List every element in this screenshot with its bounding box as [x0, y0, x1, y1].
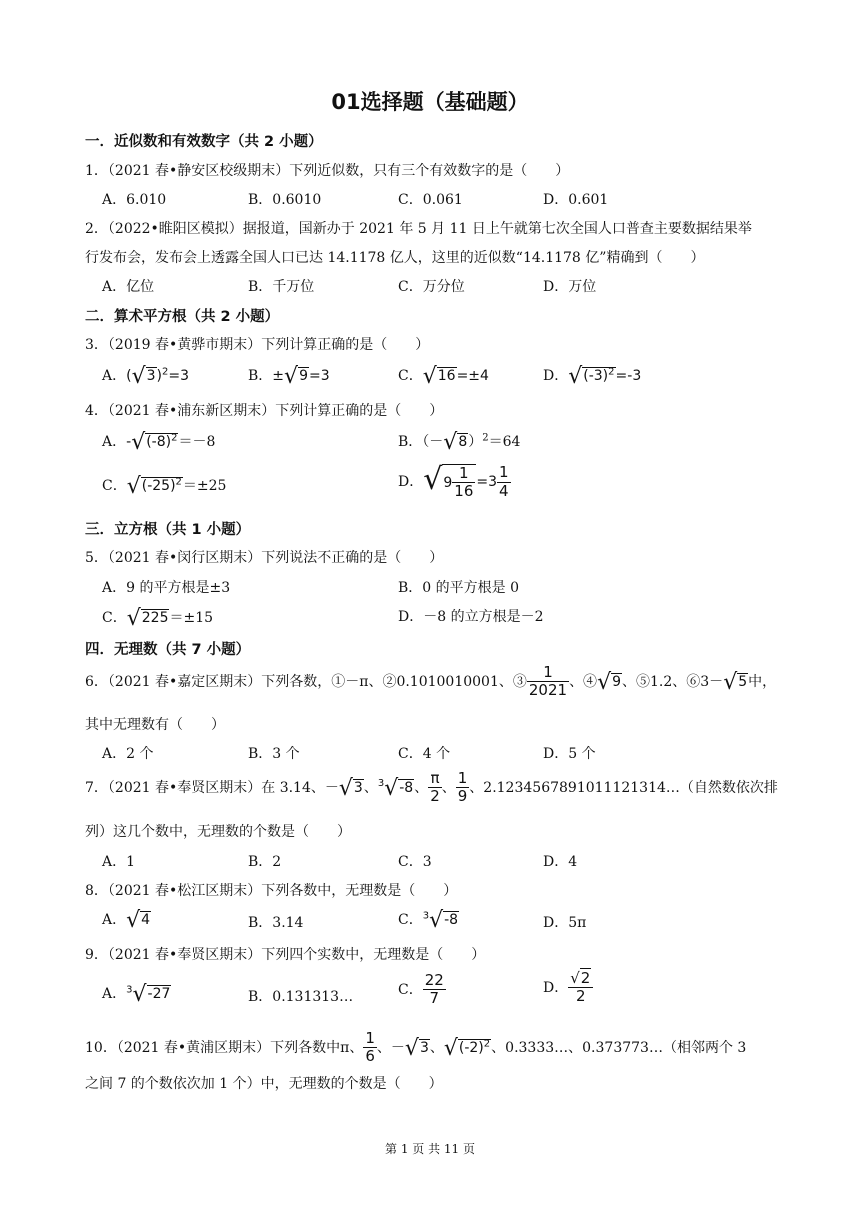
question-2-stem-line1: 2．（2022•睢阳区模拟）据报道，国新办于 2021 年 5 月 11 日上午就第七次全国人口普查主要数据结果举 [85, 221, 752, 237]
question-2-stem-line2: 行发布会，发布会上透露全国人口已达 14.1178 亿人，这里的近似数“14.1178 亿”精确到（ ） [85, 250, 705, 266]
question-5-stem: 5．（2021 春•闵行区期末）下列说法不正确的是（ ） [85, 550, 444, 566]
option-d: D．－8 的立方根是－2 [398, 609, 544, 625]
option-d: D．5π [543, 915, 587, 931]
question-9-stem: 9．（2021 春•奉贤区期末）下列四个实数中，无理数是（ ） [85, 947, 486, 963]
question-3-stem: 3．（2019 春•黄骅市期末）下列计算正确的是（ ） [85, 337, 430, 353]
question-8-stem: 8．（2021 春•松江区期末）下列各数中，无理数是（ ） [85, 883, 458, 899]
option-b: B．0.6010 [248, 192, 322, 208]
option-a: A．√4 [102, 908, 151, 933]
option-d: D．4 [543, 854, 578, 870]
option-b: B．千万位 [248, 279, 315, 295]
option-b: B．2 [248, 854, 282, 870]
option-b: B．0.131313… [248, 989, 354, 1005]
option-d: D．万位 [543, 279, 597, 295]
option-a: A．2 个 [102, 746, 154, 762]
option-d: D．0.601 [543, 192, 609, 208]
question-1-stem: 1．（2021 春•静安区校级期末）下列近似数，只有三个有效数字的是（ ） [85, 163, 570, 179]
option-d: D． $\frac{√2}{2}$ [543, 970, 593, 1006]
option-b: B．$(-√8)^2=64$ [398, 430, 521, 455]
question-4-stem: 4．（2021 春•浦东新区期末）下列计算正确的是（ ） [85, 403, 444, 419]
option-a: A．$^3$√-27 [102, 982, 171, 1007]
section-heading: 四．无理数（共 7 小题） [85, 642, 251, 658]
option-d: D．√9 $\frac{1}{16}$ =3 $\frac{1}{4}$ [398, 462, 509, 500]
question-10-stem: 10．（2021 春•黄浦区期末）下列各数中π、 $\frac{1}{6}$ 、－√3、$√(-2)^2$、0.3333…、0.373773…（相邻两个 3 [85, 1029, 747, 1066]
option-a: A．6.010 [102, 192, 167, 208]
option-a: A．9 的平方根是±3 [102, 580, 231, 596]
question-7-stem: 7．（2021 春•奉贤区期末）在 3.14、－√3、$^3$√-8、 $\frac{\pi}{2}$ 、 $\frac{1}{9}$ 、2.1234567891011121314…（自然数依次排 [85, 769, 778, 806]
option-a: A．亿位 [102, 279, 155, 295]
option-c: C．√225＝±15 [102, 606, 214, 631]
page-title: 01选择题（基础题） [331, 90, 529, 114]
question-10-stem-line2: 之间 7 的个数依次加 1 个）中，无理数的个数是（ ） [85, 1076, 443, 1092]
option-b: B．±√9=3 [248, 364, 330, 389]
section-heading: 三．立方根（共 1 小题） [85, 522, 251, 538]
page-footer: 第 1 页 共 11 页 [385, 1142, 475, 1156]
question-6-stem-line2: 其中无理数有（ ） [85, 717, 225, 733]
option-c: C． $\frac{22}{7}$ [398, 971, 444, 1008]
option-a: A．$(√3)^2=3$ [102, 364, 190, 389]
question-7-stem-line2: 列）这几个数中，无理数的个数是（ ） [85, 824, 351, 840]
option-b: B．0 的平方根是 0 [398, 580, 520, 596]
section-heading: 二．算术平方根（共 2 小题） [85, 309, 280, 325]
option-c: C．√16=±4 [398, 364, 489, 389]
option-c: C．0.061 [398, 192, 463, 208]
option-c: C．4 个 [398, 746, 451, 762]
option-b: B．3 个 [248, 746, 300, 762]
option-d: D．$√(-3)^2=-3$ [543, 364, 642, 389]
question-6-stem: 6．（2021 春•嘉定区期末）下列各数，①－π、②0.1010010001、③ $\frac{1}{2021}$ 、④√9、⑤1.2、⑥3－√5中， [85, 663, 777, 700]
option-b: B．3.14 [248, 915, 304, 931]
option-c: C．万分位 [398, 279, 465, 295]
option-c: C．3 [398, 854, 432, 870]
section-heading: 一．近似数和有效数字（共 2 小题） [85, 134, 323, 150]
option-c: C．$^3$√-8 [398, 908, 459, 933]
option-d: D．5 个 [543, 746, 596, 762]
option-c: C．$√(-25)^2=\pm 25$ [102, 474, 227, 499]
option-a: A．1 [102, 854, 136, 870]
option-a: A．$-√(-8)^2=-8$ [102, 430, 216, 455]
